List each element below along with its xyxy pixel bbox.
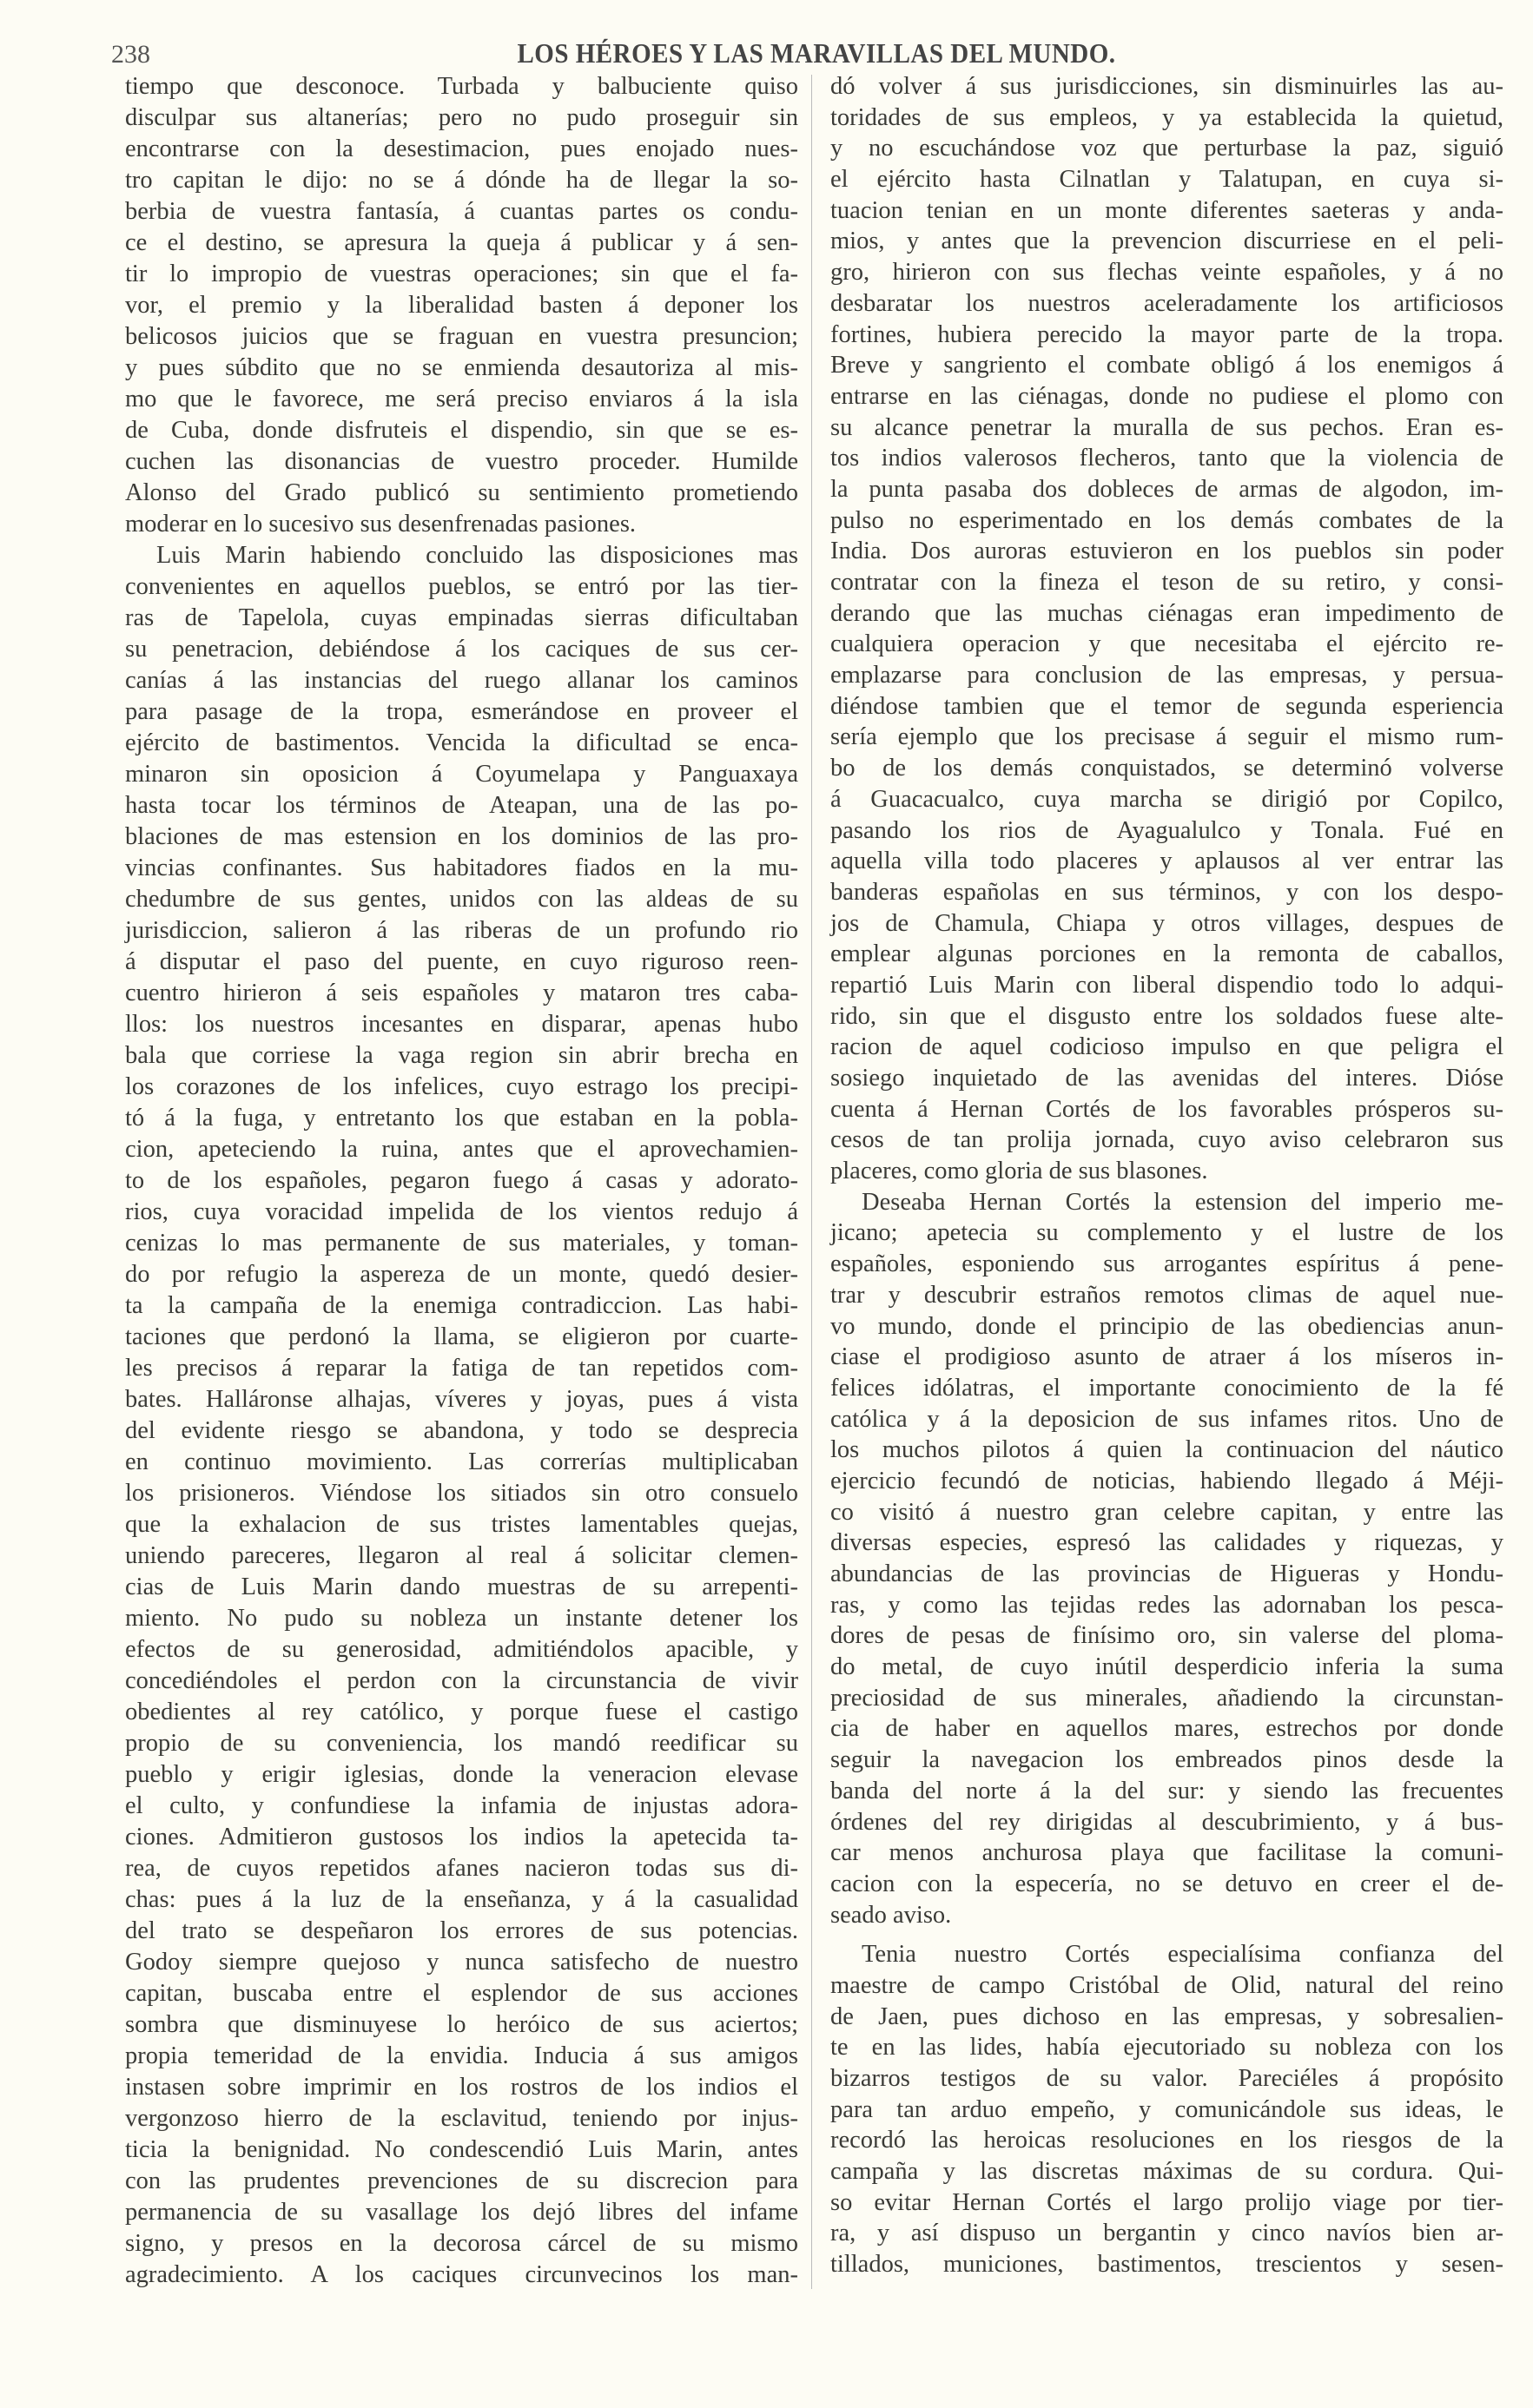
left-column: [125, 71, 798, 2291]
text-line: signo, y presos en la decorosa cárcel de su mismo: [125, 2230, 798, 2257]
text-line: India. Dos auroras estuvieron en los pueblos sin poder: [830, 538, 1503, 565]
text-line: obedientes al rey católico, y porque fuese el castigo: [125, 1699, 798, 1725]
text-line: jurisdiccion, salieron á las riberas de un profundo rio: [125, 917, 798, 944]
right-column: [830, 71, 1503, 2280]
text-line: de Jaen, pues dichoso en las empresas, y sobresalien-: [830, 2002, 1503, 2030]
text-line: diéndose tambien que el temor de segunda esperiencia: [830, 692, 1503, 720]
text-line: vergonzoso hierro de la esclavitud, teniendo por injus-: [125, 2105, 798, 2132]
text-line: ciones. Admitieron gustosos los indios la apetecida ta-: [125, 1824, 798, 1851]
text-line: maestre de campo Cristóbal de Olid, natural del reino: [830, 1971, 1503, 1999]
text-line: pueblo y erigir iglesias, donde la veneracion elevase: [125, 1761, 798, 1788]
text-line: aquella villa todo placeres y aplausos al ver entrar las: [830, 848, 1503, 875]
text-line: sombra que disminuyese lo heróico de sus aciertos;: [125, 2011, 798, 2038]
text-line: hasta tocar los términos de Ateapan, una de las po-: [125, 792, 798, 819]
text-line: el culto, y confundiese la infamia de injustas adora-: [125, 1792, 798, 1819]
text-line: ta la campaña de la enemiga contradiccion. Las habi-: [125, 1292, 798, 1319]
text-line: órdenes del rey dirigidas al descubrimiento, y á bus-: [830, 1808, 1503, 1836]
text-line: cesos de tan prolija jornada, cuyo aviso celebraron sus: [830, 1126, 1503, 1154]
text-line: llos: los nuestros incesantes en disparar, apenas hubo: [125, 1011, 798, 1038]
text-line: banderas españolas en sus términos, y con los despo-: [830, 878, 1503, 906]
text-line: trar y descubrir estraños remotos climas de aquel nue-: [830, 1281, 1503, 1309]
text-line: placeres, como gloria de sus blasones.: [830, 1158, 1208, 1185]
text-line: Breve y sangriento el combate obligó á los enemigos á: [830, 352, 1503, 379]
text-line: Godoy siempre quejoso y nunca satisfecho de nuestro: [125, 1949, 798, 1976]
text-line: bates. Halláronse alhajas, víveres y joyas, pues á vista: [125, 1386, 798, 1413]
text-line: el ejército hasta Cilnatlan y Talatupan, en cuya si-: [830, 166, 1503, 194]
text-line: Deseaba Hernan Cortés la estension del imperio me-: [862, 1188, 1503, 1216]
text-line: capitan, buscaba entre el esplendor de sus acciones: [125, 1980, 798, 2007]
text-line: campaña y las discretas máximas de su cordura. Qui-: [830, 2158, 1503, 2186]
text-line: la punta pasaba dos dobleces de armas de algodon, im-: [830, 475, 1503, 503]
text-line: instasen sobre imprimir en los rostros de los indios el: [125, 2074, 798, 2101]
text-line: para pasage de la tropa, esmerándose en proveer el: [125, 698, 798, 725]
text-line: á Guacacualco, cuya marcha se dirigió por Copilco,: [830, 785, 1503, 813]
text-line: sosiego inquietado de las avenidas del interes. Dióse: [830, 1065, 1503, 1092]
text-line: felices idólatras, el importante conocimiento de la fé: [830, 1374, 1503, 1402]
text-line: moderar en lo sucesivo sus desenfrenadas pasiones.: [125, 511, 637, 538]
text-line: los muchos pilotos á quien la continuacion del náutico: [830, 1436, 1503, 1464]
text-line: canías á las instancias del ruego allanar los caminos: [125, 667, 798, 694]
text-line: cenizas lo mas permanente de sus materiales, y toman-: [125, 1230, 798, 1257]
text-line: á disputar el paso del puente, en cuyo riguroso reen-: [125, 948, 798, 975]
text-line: tó á la fuga, y entretanto los que estaban en la pobla-: [125, 1105, 798, 1131]
text-line: tiempo que desconoce. Turbada y balbuciente quiso: [125, 73, 798, 100]
paragraph-gap: [830, 1930, 1503, 1939]
text-line: cion, apeteciendo la ruina, antes que el aprovechamien-: [125, 1136, 798, 1163]
text-line: cualquiera operacion y que necesitaba el ejército re-: [830, 630, 1503, 658]
text-line: cias de Luis Marin dando muestras de su arrepenti-: [125, 1573, 798, 1600]
text-line: belicosos juicios que se fraguan en vuestra presuncion;: [125, 323, 798, 350]
text-line: jicano; apetecia su complemento y el lustre de los: [830, 1219, 1503, 1247]
text-line: y pues súbdito que no se enmienda desautoriza al mis-: [125, 354, 798, 381]
text-line: toridades de sus empleos, y ya establecida la quietud,: [830, 103, 1503, 131]
text-line: ce el destino, se apresura la queja á publicar y á sen-: [125, 229, 798, 256]
text-line: ejército de bastimentos. Vencida la dificultad se enca-: [125, 729, 798, 756]
text-line: fortines, hubiera perecido la mayor parte de la tropa.: [830, 320, 1503, 348]
text-line: chas: pues á la luz de la enseñanza, y á la casualidad: [125, 1886, 798, 1913]
text-line: del trato se despeñaron los errores de sus potencias.: [125, 1917, 798, 1944]
text-line: seguir la navegacion los embreados pinos desde la: [830, 1746, 1503, 1774]
text-line: tro capitan le dijo: no se á dónde ha de llegar la so-: [125, 167, 798, 194]
text-line: cacion con la especería, no se detuvo en creer el de-: [830, 1870, 1503, 1897]
text-line: para tan arduo empeño, y comunicándole sus ideas, le: [830, 2095, 1503, 2123]
text-line: preciosidad de sus minerales, añadiendo la circunstan-: [830, 1684, 1503, 1712]
text-line: ejercicio fecundó de noticias, habiendo llegado á Méji-: [830, 1467, 1503, 1494]
text-line: co visitó á nuestro gran celebre capitan, y entre las: [830, 1498, 1503, 1526]
text-line: del evidente riesgo se abandona, y todo se desprecia: [125, 1417, 798, 1444]
text-line: propio de su conveniencia, los mandó reedificar su: [125, 1730, 798, 1757]
text-line: derando que las muchas ciénagas eran impedimento de: [830, 599, 1503, 627]
text-line: jos de Chamula, Chiapa y otros villages, despues de: [830, 909, 1503, 937]
text-line: te en las lides, había ejecutoriado su nobleza con los: [830, 2034, 1503, 2062]
text-line: car menos anchurosa playa que facilitase la comuni-: [830, 1839, 1503, 1867]
text-line: banda del norte á la del sur: y siendo las frecuentes: [830, 1777, 1503, 1804]
text-line: con las prudentes prevenciones de su discrecion para: [125, 2167, 798, 2194]
text-line: seado aviso.: [830, 1901, 952, 1929]
text-line: desbaratar los nuestros aceleradamente los artificiosos: [830, 289, 1503, 317]
text-line: cuenta á Hernan Cortés de los favorables prósperos su-: [830, 1095, 1503, 1123]
paragraph: [830, 1939, 1503, 2280]
text-line: efectos de su generosidad, admitiéndolos apacible, y: [125, 1636, 798, 1663]
text-line: chedumbre de sus gentes, unidos con las aldeas de su: [125, 886, 798, 913]
text-line: cuchen las disonancias de vuestro proceder. Humilde: [125, 448, 798, 475]
text-line: tuacion tenian en un monte diferentes saeteras y anda-: [830, 196, 1503, 224]
text-line: ticia la benignidad. No condescendió Luis Marin, antes: [125, 2136, 798, 2163]
text-line: tillados, municiones, bastimentos, trescientos y sesen-: [830, 2251, 1503, 2279]
text-line: berbia de vuestra fantasía, á cuantas partes os condu-: [125, 198, 798, 225]
text-line: Alonso del Grado publicó su sentimiento prometiendo: [125, 479, 798, 506]
text-line: racion de aquel codicioso impulso en que peligra el: [830, 1033, 1503, 1061]
text-line: agradecimiento. A los caciques circunvecinos los man-: [125, 2261, 798, 2288]
text-line: mo que le favorece, me será preciso enviaros á la isla: [125, 386, 798, 412]
text-line: concediéndoles el perdon con la circunstancia de vivir: [125, 1667, 798, 1694]
text-line: vor, el premio y la liberalidad basten á deponer los: [125, 292, 798, 319]
text-line: taciones que perdonó la llama, se eligieron por cuarte-: [125, 1323, 798, 1350]
text-line: do por refugio la aspereza de un monte, quedó desier-: [125, 1261, 798, 1288]
text-line: los prisioneros. Viéndose los sitiados sin otro consuelo: [125, 1480, 798, 1507]
text-line: encontrarse con la desestimacion, pues enojado nues-: [125, 135, 798, 162]
text-line: propia temeridad de la envidia. Inducia á sus amigos: [125, 2042, 798, 2069]
text-line: su alcance penetrar la muralla de sus pechos. Eran es-: [830, 413, 1503, 441]
text-line: recordó las heroicas resoluciones en los riesgos de la: [830, 2127, 1503, 2154]
text-line: españoles, esponiendo sus arrogantes espíritus á pene-: [830, 1250, 1503, 1278]
text-line: uniendo pareceres, llegaron al real á solicitar clemen-: [125, 1542, 798, 1569]
column-divider: [811, 75, 812, 2289]
text-line: rido, sin que el disgusto entre los soldados fuese alte-: [830, 1002, 1503, 1030]
text-line: cia de haber en aquellos mares, estrechos por donde: [830, 1715, 1503, 1743]
text-line: ciase el prodigioso asunto de atraer á los míseros in-: [830, 1343, 1503, 1371]
text-line: contratar con la fineza el teson de su retiro, y consi-: [830, 569, 1503, 596]
text-line: diversas especies, espresó las calidades y riquezas, y: [830, 1529, 1503, 1557]
text-line: dó volver á sus jurisdicciones, sin disminuirles las au-: [830, 73, 1503, 100]
text-line: Tenia nuestro Cortés especialísima confianza del: [862, 1941, 1503, 1969]
text-line: rios, cuya voracidad impelida de los vientos redujo á: [125, 1198, 798, 1225]
text-line: de Cuba, donde disfruteis el dispendio, sin que se es-: [125, 417, 798, 444]
text-line: miento. No pudo su nobleza un instante detener los: [125, 1605, 798, 1632]
text-line: pasando los rios de Ayagualulco y Tonala. Fué en: [830, 816, 1503, 844]
paragraph: [830, 1187, 1503, 1931]
text-line: vincias confinantes. Sus habitadores fiados en la mu-: [125, 854, 798, 881]
text-line: en continuo movimiento. Las correrías multiplicaban: [125, 1448, 798, 1475]
text-line: bala que corriese la vaga region sin abrir brecha en: [125, 1042, 798, 1069]
text-line: emplear algunas porciones en la remonta de caballos,: [830, 940, 1503, 968]
text-line: convenientes en aquellos pueblos, se entró por las tier-: [125, 573, 798, 600]
text-line: tir lo impropio de vuestras operaciones; sin que el fa-: [125, 261, 798, 287]
text-line: bizarros testigos de su valor. Pareciéles á propósito: [830, 2065, 1503, 2092]
text-line: Luis Marin habiendo concluido las disposiciones mas: [156, 542, 798, 569]
running-header: [0, 40, 1533, 75]
text-line: rea, de cuyos repetidos afanes nacieron todas sus di-: [125, 1855, 798, 1882]
paragraph: [830, 71, 1503, 1187]
page-number: 238: [111, 40, 150, 69]
text-line: los corazones de los infelices, cuyo estrago los precipi-: [125, 1073, 798, 1100]
text-line: cuentro hirieron á seis españoles y mataron tres caba-: [125, 980, 798, 1006]
paragraph: [125, 540, 798, 2291]
text-line: entrarse en las ciénagas, donde no pudiese el plomo con: [830, 382, 1503, 410]
text-line: sería ejemplo que los precisase á seguir el mismo rum-: [830, 723, 1503, 751]
text-line: ras de Tapelola, cuyas empinadas sierras dificultaban: [125, 604, 798, 631]
text-line: disculpar sus altanerías; pero no pudo proseguir sin: [125, 104, 798, 131]
text-line: ras, y como las tejidas redes las adornaban los pesca-: [830, 1591, 1503, 1619]
text-line: pulso no esperimentado en los demás combates de la: [830, 506, 1503, 534]
text-line: gro, hirieron con sus flechas veinte españoles, y á no: [830, 259, 1503, 287]
text-line: tos indios valerosos flecheros, tanto que la violencia de: [830, 445, 1503, 472]
text-line: católica y á la deposicion de sus infames ritos. Uno de: [830, 1405, 1503, 1433]
text-line: dores de pesas de finísimo oro, sin valerse del ploma-: [830, 1622, 1503, 1650]
text-line: blaciones de mas estension en los dominios de las pro-: [125, 823, 798, 850]
text-line: les precisos á reparar la fatiga de tan repetidos com-: [125, 1355, 798, 1382]
text-line: so evitar Hernan Cortés el largo prolijo viage por tier-: [830, 2188, 1503, 2216]
paragraph: [125, 71, 798, 540]
text-line: minaron sin oposicion á Coyumelapa y Panguaxaya: [125, 761, 798, 788]
text-line: bo de los demás conquistados, se determinó volverse: [830, 755, 1503, 782]
text-line: su penetracion, debiéndose á los caciques de sus cer-: [125, 636, 798, 663]
text-line: y no escuchándose voz que perturbase la paz, siguió: [830, 135, 1503, 162]
text-line: permanencia de su vasallage los dejó libres del infame: [125, 2199, 798, 2226]
text-line: vo mundo, donde el principio de las obediencias anun-: [830, 1312, 1503, 1340]
text-line: ra, y así dispuso un bergantin y cinco navíos bien ar-: [830, 2220, 1503, 2247]
text-line: do metal, de cuyo inútil desperdicio inferia la suma: [830, 1653, 1503, 1681]
text-line: emplazarse para conclusion de las empresas, y persua-: [830, 662, 1503, 689]
running-title: LOS HÉROES Y LAS MARAVILLAS DEL MUNDO.: [517, 38, 1116, 69]
text-line: repartió Luis Marin con liberal dispendio todo lo adqui-: [830, 971, 1503, 999]
text-line: to de los españoles, pegaron fuego á casas y adorato-: [125, 1167, 798, 1194]
text-line: mios, y antes que la prevencion discurriese en el peli-: [830, 228, 1503, 255]
text-line: abundancias de las provincias de Higueras y Hondu-: [830, 1560, 1503, 1587]
text-line: que la exhalacion de sus tristes lamentables quejas,: [125, 1511, 798, 1538]
